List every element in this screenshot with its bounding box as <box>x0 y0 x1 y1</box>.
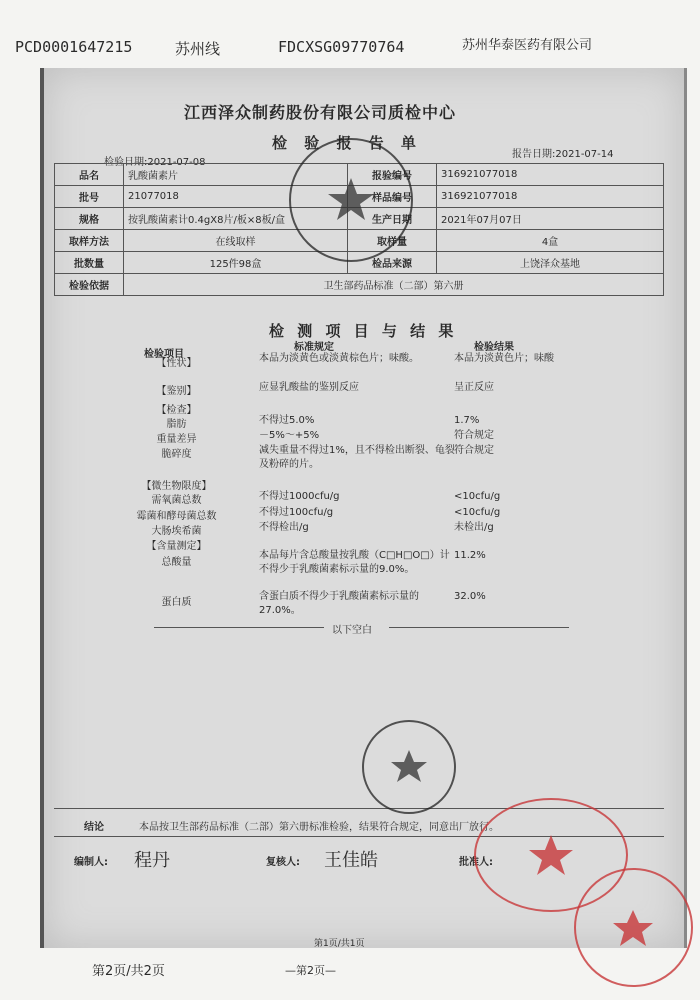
result-item: 大肠埃希菌 <box>151 526 202 537</box>
result-item: 脂肪 <box>166 419 187 430</box>
report-page <box>40 68 687 948</box>
result-std: 减失重量不得过1%，且不得检出断裂、龟裂及粉碎的片。 <box>259 445 455 470</box>
row-label: 生产日期 <box>348 208 437 230</box>
report-title: 检 验 报 告 单 <box>272 134 422 152</box>
header-mid-code: FDCXSG09770764 <box>278 38 405 56</box>
conclusion-label: 结论 <box>84 822 104 833</box>
result-item: 霉菌和酵母菌总数 <box>136 511 217 522</box>
result-std: 不得检出/g <box>259 522 309 533</box>
row-label: 取样量 <box>348 230 437 252</box>
result-std: 不得过100cfu/g <box>259 507 334 518</box>
row-label: 批数量 <box>55 252 124 274</box>
compiler-label: 编制人: <box>74 857 108 868</box>
basis-label: 检验依据 <box>55 274 124 296</box>
header-company: 苏州华泰医药有限公司 <box>462 38 593 53</box>
row-value: 2021年07月07日 <box>437 208 664 230</box>
reviewer-signature: 王佳皓 <box>324 850 378 871</box>
row-value: 125件98盒 <box>124 252 348 274</box>
col-res-header: 检验结果 <box>474 342 514 353</box>
result-res: 未检出/g <box>454 522 494 533</box>
inspection-seal-stamp <box>362 720 456 814</box>
result-std: 含蛋白质不得少于乳酸菌素标示量的27.0%。 <box>259 591 419 616</box>
row-value: 乳酸菌素片 <box>124 164 348 186</box>
row-value: 316921077018 <box>437 164 664 186</box>
result-res: 1.7% <box>454 415 480 426</box>
result-item: 【含量测定】 <box>146 541 207 552</box>
reviewer-label: 复核人: <box>266 857 300 868</box>
result-item: 重量差异 <box>156 434 197 445</box>
row-label: 取样方法 <box>55 230 124 252</box>
star-icon <box>364 722 454 812</box>
result-std: 本品每片含总酸量按乳酸（C□H□O□）计不得少于乳酸菌素标示量的9.0%。 <box>259 550 450 575</box>
result-res: 本品为淡黄色片；味酸 <box>454 353 554 364</box>
result-std: 不得过1000cfu/g <box>259 491 340 502</box>
result-std: 应显乳酸盐的鉴别反应 <box>259 382 359 393</box>
result-item: 【鉴别】 <box>156 386 197 397</box>
conclusion-text: 本品按卫生部药品标准（二部）第六册标准检验，结果符合规定，同意出厂放行。 <box>139 822 499 833</box>
approver-label: 批准人: <box>459 857 493 868</box>
basis-value: 卫生部药品标准（二部）第六册 <box>124 274 664 296</box>
row-label: 品名 <box>55 164 124 186</box>
row-value: 在线取样 <box>124 230 348 252</box>
star-icon <box>576 870 691 985</box>
row-label: 检品来源 <box>348 252 437 274</box>
result-res: 呈正反应 <box>454 382 494 393</box>
result-std: 不得过5.0% <box>259 415 315 426</box>
blank-marker: 以下空白 <box>332 625 372 636</box>
compiler-signature: 程丹 <box>134 850 170 871</box>
result-item: 脆碎度 <box>161 449 192 460</box>
result-item: 总酸量 <box>161 557 192 568</box>
result-res: 符合规定 <box>454 445 494 456</box>
header-left-code: PCD0001647215 <box>15 38 133 56</box>
row-value: 4盒 <box>437 230 664 252</box>
result-res: <10cfu/g <box>454 507 501 518</box>
results-title: 检 测 项 目 与 结 果 <box>269 322 458 340</box>
result-item: 蛋白质 <box>161 597 192 608</box>
result-item: 【性状】 <box>156 358 197 369</box>
result-std: －5%～+5% <box>259 430 320 441</box>
result-res: <10cfu/g <box>454 491 501 502</box>
col-item-header: 检验项目 <box>144 349 184 360</box>
row-value: 21077018 <box>124 186 348 208</box>
org-title: 江西泽众制药股份有限公司质检中心 <box>184 103 457 122</box>
inspection-date: 检验日期:2021-07-08 <box>104 157 206 168</box>
red-company-seal-stamp <box>574 868 693 987</box>
result-item: 【检查】 <box>156 405 197 416</box>
table-row <box>55 274 664 296</box>
result-res: 11.2% <box>454 550 486 561</box>
row-value: 316921077018 <box>437 186 664 208</box>
row-label: 批号 <box>55 186 124 208</box>
row-label: 规格 <box>55 208 124 230</box>
result-item: 【微生物限度】 <box>141 481 212 492</box>
report-date: 报告日期:2021-07-14 <box>512 149 614 160</box>
row-value: 按乳酸菌素计0.4gX8片/板×8板/盒 <box>124 208 348 230</box>
row-label: 样品编号 <box>348 186 437 208</box>
footer-page-marker: —第2页— <box>285 964 336 977</box>
header-city-label: 苏州线 <box>175 40 221 58</box>
result-std: 本品为淡黄色或淡黄棕色片；味酸。 <box>259 353 419 364</box>
row-label: 报验编号 <box>348 164 437 186</box>
row-value: 上饶泽众基地 <box>437 252 664 274</box>
result-res: 符合规定 <box>454 430 494 441</box>
divider <box>154 627 324 628</box>
footer-page-number: 第2页/共2页 <box>92 964 165 979</box>
inner-page-number: 第1页/共1页 <box>314 939 365 949</box>
result-item: 需氧菌总数 <box>151 495 202 506</box>
col-std-header: 标准规定 <box>294 342 334 353</box>
company-seal-stamp <box>289 138 413 262</box>
result-res: 32.0% <box>454 591 486 602</box>
star-icon <box>291 140 411 260</box>
divider <box>389 627 569 628</box>
